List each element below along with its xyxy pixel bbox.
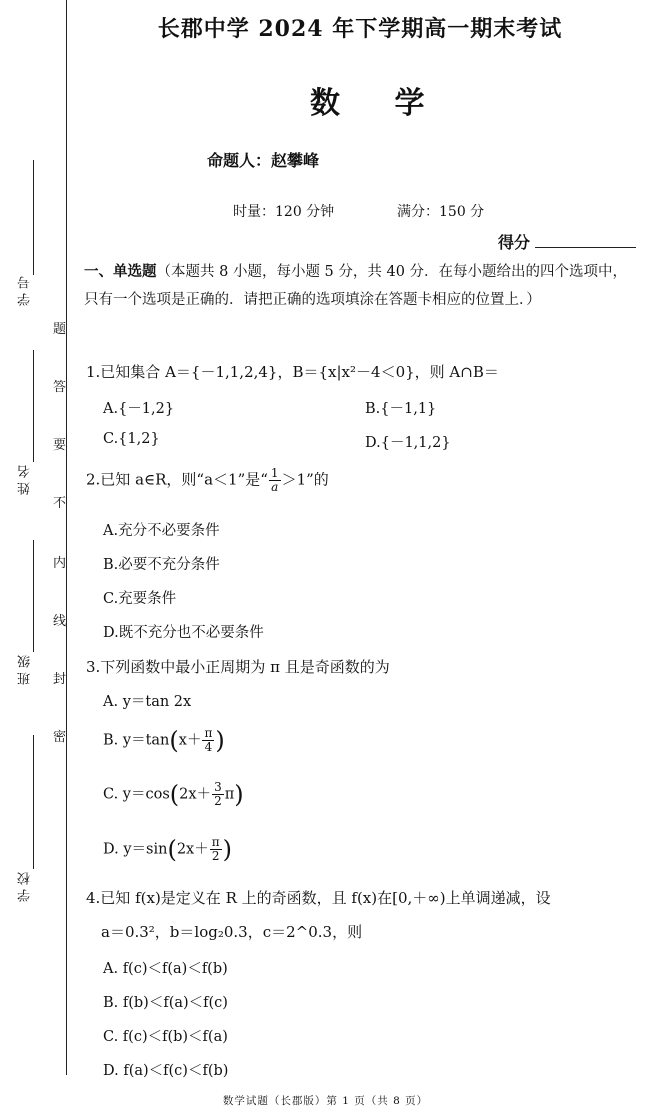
q4-option-d[interactable]: D. f(a)＜f(c)＜f(b) — [103, 1063, 229, 1079]
q3-c-paren-open: ( — [169, 780, 180, 809]
section-instructions — [84, 258, 640, 314]
author-line: 命题人：赵攀峰 — [207, 151, 320, 170]
name-blank[interactable] — [33, 350, 34, 462]
q2-fraction — [269, 467, 281, 494]
exam-title: 长郡中学 2024 年下学期高一期末考试 — [157, 16, 563, 42]
q3-b-inner: x＋ — [178, 732, 202, 749]
q3-c-inner: 2x＋ — [179, 786, 212, 803]
q1-option-a[interactable]: A.{－1,2} — [103, 401, 175, 417]
q2-option-b[interactable]: B.必要不充分条件 — [103, 557, 220, 573]
q2-frac-num: 1 — [270, 466, 279, 480]
seal-char-8: 密 — [53, 730, 67, 745]
q4-option-b[interactable]: B. f(b)＜f(a)＜f(c) — [103, 995, 228, 1011]
q3-d-paren-close: ) — [222, 835, 232, 864]
q3-c-func: C. y＝cos — [103, 786, 170, 803]
full-score: 满分：150 分 — [397, 204, 485, 220]
q1-stem: 1.已知集合 A＝{－1,1,2,4}，B＝{x|x²－4＜0}，则 A∩B＝ — [86, 363, 499, 381]
q2-option-a[interactable]: A.充分不必要条件 — [103, 523, 220, 539]
q3-d-den: 2 — [211, 849, 220, 863]
q3-d-inner: 2x＋ — [176, 841, 209, 858]
seal-char-6: 线 — [53, 614, 67, 629]
q1-option-b[interactable]: B.{－1,1} — [365, 401, 437, 417]
class-blank[interactable] — [33, 540, 34, 652]
q3-option-a[interactable]: A. y＝tan 2x — [103, 694, 192, 710]
q3-c-fraction — [212, 781, 224, 808]
score-label: 得分 — [498, 233, 531, 252]
q3-d-fraction — [210, 836, 222, 863]
score-blank[interactable] — [535, 247, 636, 248]
q3-b-paren-open: ( — [169, 726, 179, 755]
q2-stem — [86, 467, 329, 494]
seal-char-4: 不 — [53, 496, 67, 511]
q2-stem-prefix: 2.已知 a∈R，则“a＜1”是“ — [86, 470, 268, 489]
q3-option-c[interactable] — [103, 781, 244, 808]
q4-option-c[interactable]: C. f(c)＜f(b)＜f(a) — [103, 1029, 228, 1045]
q3-b-paren-close: ) — [215, 726, 225, 755]
page-footer: 数学试题（长郡版）第 1 页（共 8 页） — [222, 1095, 429, 1107]
q3-d-func: D. y＝sin — [103, 841, 168, 858]
q3-b-den: 4 — [204, 740, 213, 754]
q2-frac-den: a — [271, 480, 279, 494]
time-limit: 时量：120 分钟 — [233, 204, 335, 220]
seal-char-2: 答 — [53, 380, 67, 395]
student-id-label: 学 号 — [18, 276, 33, 307]
school-blank[interactable] — [33, 735, 34, 869]
q4-option-a[interactable]: A. f(c)＜f(a)＜f(b) — [103, 961, 228, 977]
q3-option-d[interactable] — [103, 836, 232, 863]
seal-char-7: 封 — [53, 672, 67, 687]
q3-stem: 3.下列函数中最小正周期为 π 且是奇函数的为 — [86, 658, 390, 676]
q4-stem: 4.已知 f(x)是定义在 R 上的奇函数，且 f(x)在[0,＋∞)上单调递减，设 — [86, 889, 551, 907]
seal-char-5: 内 — [53, 556, 67, 571]
q2-stem-suffix: ＞1”的 — [281, 470, 329, 489]
q3-d-num: π — [211, 835, 220, 849]
q1-option-d[interactable]: D.{－1,1,2} — [365, 435, 451, 451]
margin-divider-line — [66, 0, 67, 1075]
class-label: 班 级 — [18, 655, 33, 686]
q2-option-c[interactable]: C.充要条件 — [103, 591, 177, 607]
q3-option-b[interactable] — [103, 727, 225, 754]
school-label: 学 校 — [18, 872, 33, 903]
section-body: （本题共 8 小题，每小题 5 分，共 40 分．在每小题给出的四个选项中，只有一个选项是正确的．请把正确的选项填涂在答题卡相应的位置上．） — [84, 264, 628, 308]
seal-char-1: 题 — [53, 322, 67, 337]
q1-option-c[interactable]: C.{1,2} — [103, 431, 160, 447]
q3-d-paren-open: ( — [167, 835, 177, 864]
q3-c-den: 2 — [214, 794, 222, 808]
subject-title: 数 学 — [310, 86, 447, 121]
q3-c-pi: π — [224, 786, 235, 803]
q3-b-fraction — [202, 727, 214, 754]
name-label: 姓 名 — [18, 465, 33, 496]
seal-char-3: 要 — [53, 438, 67, 453]
q3-b-num: π — [204, 726, 213, 740]
student-id-blank[interactable] — [33, 160, 34, 275]
q4-stem-line2: a＝0.3²，b＝log₂0.3，c＝2^0.3，则 — [101, 923, 363, 941]
q3-b-func: B. y＝tan — [103, 732, 170, 749]
q2-option-d[interactable]: D.既不充分也不必要条件 — [103, 625, 264, 641]
q3-c-num: 3 — [214, 780, 222, 794]
q3-c-paren-close: ) — [234, 780, 244, 809]
section-heading: 一、单选题 — [84, 264, 157, 280]
